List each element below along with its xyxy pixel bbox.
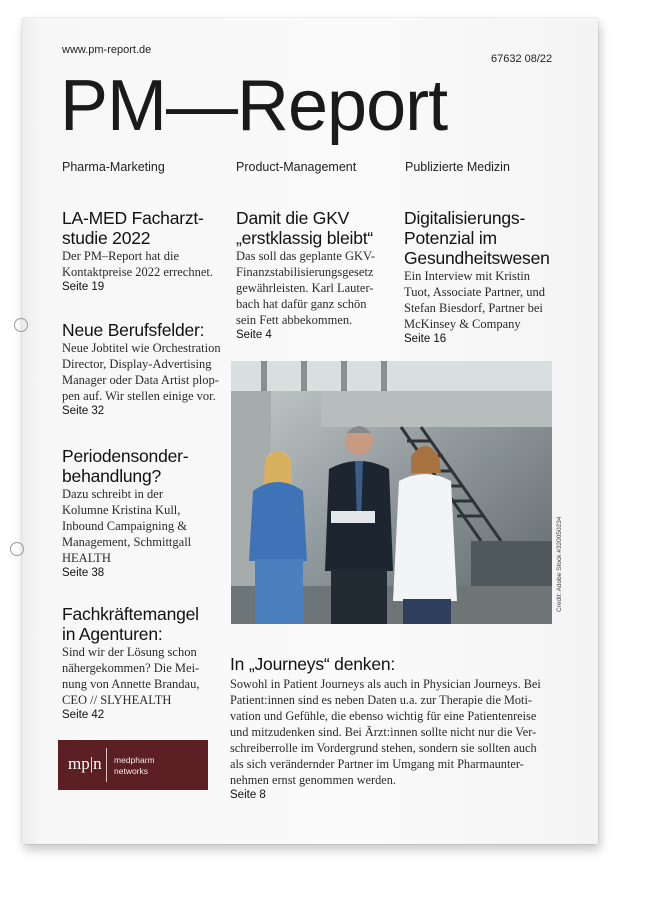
article-teaser: Dazu schreibt in der Kolumne Kristina Kull, Inbound Campaigning & Management, Schmittgall HEALTH: [62, 487, 192, 565]
page-reference: Seite 8: [230, 789, 266, 801]
masthead-title: PM—Report: [60, 66, 448, 146]
photo-credit: Credit: Adobe Stock #320050234: [556, 516, 563, 612]
article-teaser: Sowohl in Patient Journeys als auch in Physician Journeys. Bei Patient:innen sind es neben Daten u.a. zur Therapie die Moti- vation und Gefühle, die ebenso wichtig für eine Patientenreise und mitzudenken sind. Bei Ärzt:innen sollte nicht nur die Ver- schreiberrolle im Vordergrund stehen, sondern sie sollten auch als sich verändernder Partner im Umgang mit Pharmaunter- nehmen ernst genommen werden.: [230, 677, 541, 787]
section-label-pharma-marketing: Pharma-Marketing: [62, 160, 165, 174]
article-teaser: Der PM–Report hat die Kontaktpreise 2022 errechnet.: [62, 249, 213, 279]
article-headline: In „Journeys“ denken:: [230, 654, 396, 674]
article-teaser: Ein Interview mit Kristin Tuot, Associate Partner, und Stefan Biesdorf, Partner bei McKinsey & Company: [404, 269, 546, 331]
article-journeys: [230, 654, 560, 801]
page-reference: Seite 16: [404, 333, 447, 345]
article-gkv: [236, 208, 406, 341]
article-digitalisierung: [404, 208, 584, 345]
page-reference: Seite 32: [62, 405, 105, 417]
article-headline: Fachkräftemangel in Agenturen:: [62, 604, 199, 644]
article-headline: LA-MED Facharzt- studie 2022: [62, 208, 204, 248]
article-teaser: Neue Jobtitel wie Orchestration Director, Display-Advertising Manager oder Data Artist plop- pen auf. Wir stellen einige vor.: [62, 341, 221, 403]
article-headline: Neue Berufsfelder:: [62, 320, 205, 340]
article-headline: Periodensonder- behandlung?: [62, 446, 189, 486]
page-reference: Seite 19: [62, 281, 105, 293]
medpharm-logo: [58, 740, 208, 790]
logo-divider: [106, 748, 107, 782]
logo-wordmark: medpharm networks: [114, 755, 155, 776]
article-teaser: Sind wir der Lösung schon nähergekommen? Die Mei- nung von Annette Brandau, CEO // SLYHEALTH: [62, 645, 200, 707]
article-la-med: [62, 208, 232, 293]
article-teaser: Das soll das geplante GKV- Finanzstabilisierungsgesetz gewährleisten. Karl Lauter- bach hat dafür ganz schön sein Fett abbekommen.: [236, 249, 376, 327]
article-headline: Digitalisierungs- Potenzial im Gesundheitswesen: [404, 208, 550, 268]
binder-ring: [10, 542, 24, 556]
page-reference: Seite 42: [62, 709, 105, 721]
section-label-product-management: Product-Management: [236, 160, 357, 174]
article-fachkraeftemangel: [62, 604, 232, 721]
website-url: www.pm-report.de: [62, 44, 152, 56]
cover-photo: [231, 361, 552, 624]
page-reference: Seite 4: [236, 329, 272, 341]
logo-mark: mp|n: [68, 754, 102, 773]
section-label-publizierte-medizin: Publizierte Medizin: [405, 160, 510, 174]
article-periodensonderbehandlung: [62, 446, 232, 579]
issue-number: 67632 08/22: [491, 53, 553, 65]
article-headline: Damit die GKV „erstklassig bleibt“: [236, 208, 374, 248]
page-reference: Seite 38: [62, 567, 105, 579]
binder-ring: [14, 318, 28, 332]
article-berufsfelder: [62, 320, 232, 417]
photo-illustration: [231, 361, 552, 624]
